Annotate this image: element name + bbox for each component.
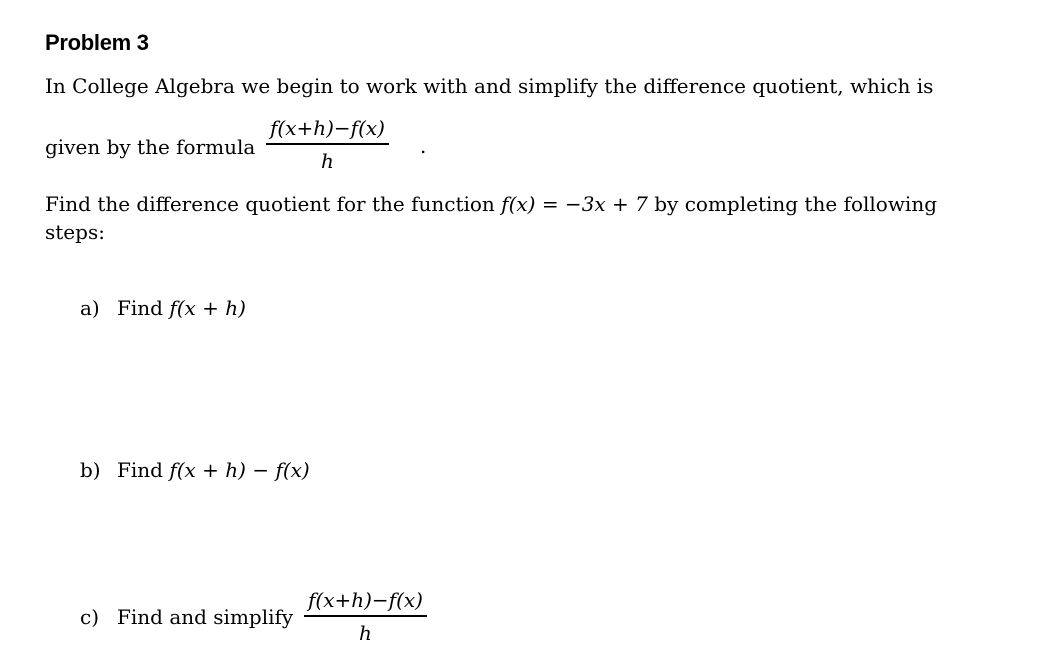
difference-quotient-formula bbox=[266, 116, 389, 174]
step-a-marker: a) bbox=[80, 296, 100, 320]
task-text-before: Find the difference quotient for the function bbox=[45, 192, 502, 216]
problem-heading: Problem 3 bbox=[45, 30, 149, 55]
step-a bbox=[80, 296, 246, 320]
step-c-text: Find and simplify bbox=[117, 605, 294, 629]
step-a-math: f(x + h) bbox=[169, 296, 246, 320]
formula-period: . bbox=[420, 134, 427, 158]
task-line-1 bbox=[45, 190, 937, 218]
task-line-2: steps: bbox=[45, 220, 105, 244]
intro-line-2: given by the formula bbox=[45, 135, 256, 159]
intro-line-1: In College Algebra we begin to work with and simplify the difference quotient, which is bbox=[45, 74, 934, 98]
step-b-text: Find bbox=[117, 458, 170, 482]
step-c-numerator: f(x+h)−f(x) bbox=[304, 588, 427, 617]
step-b bbox=[80, 458, 310, 482]
step-b-marker: b) bbox=[80, 458, 101, 482]
task-function: f(x) = −3x + 7 bbox=[501, 192, 648, 216]
formula-numerator: f(x+h)−f(x) bbox=[266, 116, 389, 145]
step-c bbox=[80, 605, 293, 629]
step-b-math: f(x + h) − f(x) bbox=[169, 458, 310, 482]
step-c-denominator: h bbox=[359, 621, 372, 645]
formula-denominator: h bbox=[321, 149, 334, 173]
task-text-after: by completing the following bbox=[647, 192, 938, 216]
step-c-formula bbox=[304, 588, 427, 646]
step-c-marker: c) bbox=[80, 605, 100, 629]
step-a-text: Find bbox=[117, 296, 170, 320]
